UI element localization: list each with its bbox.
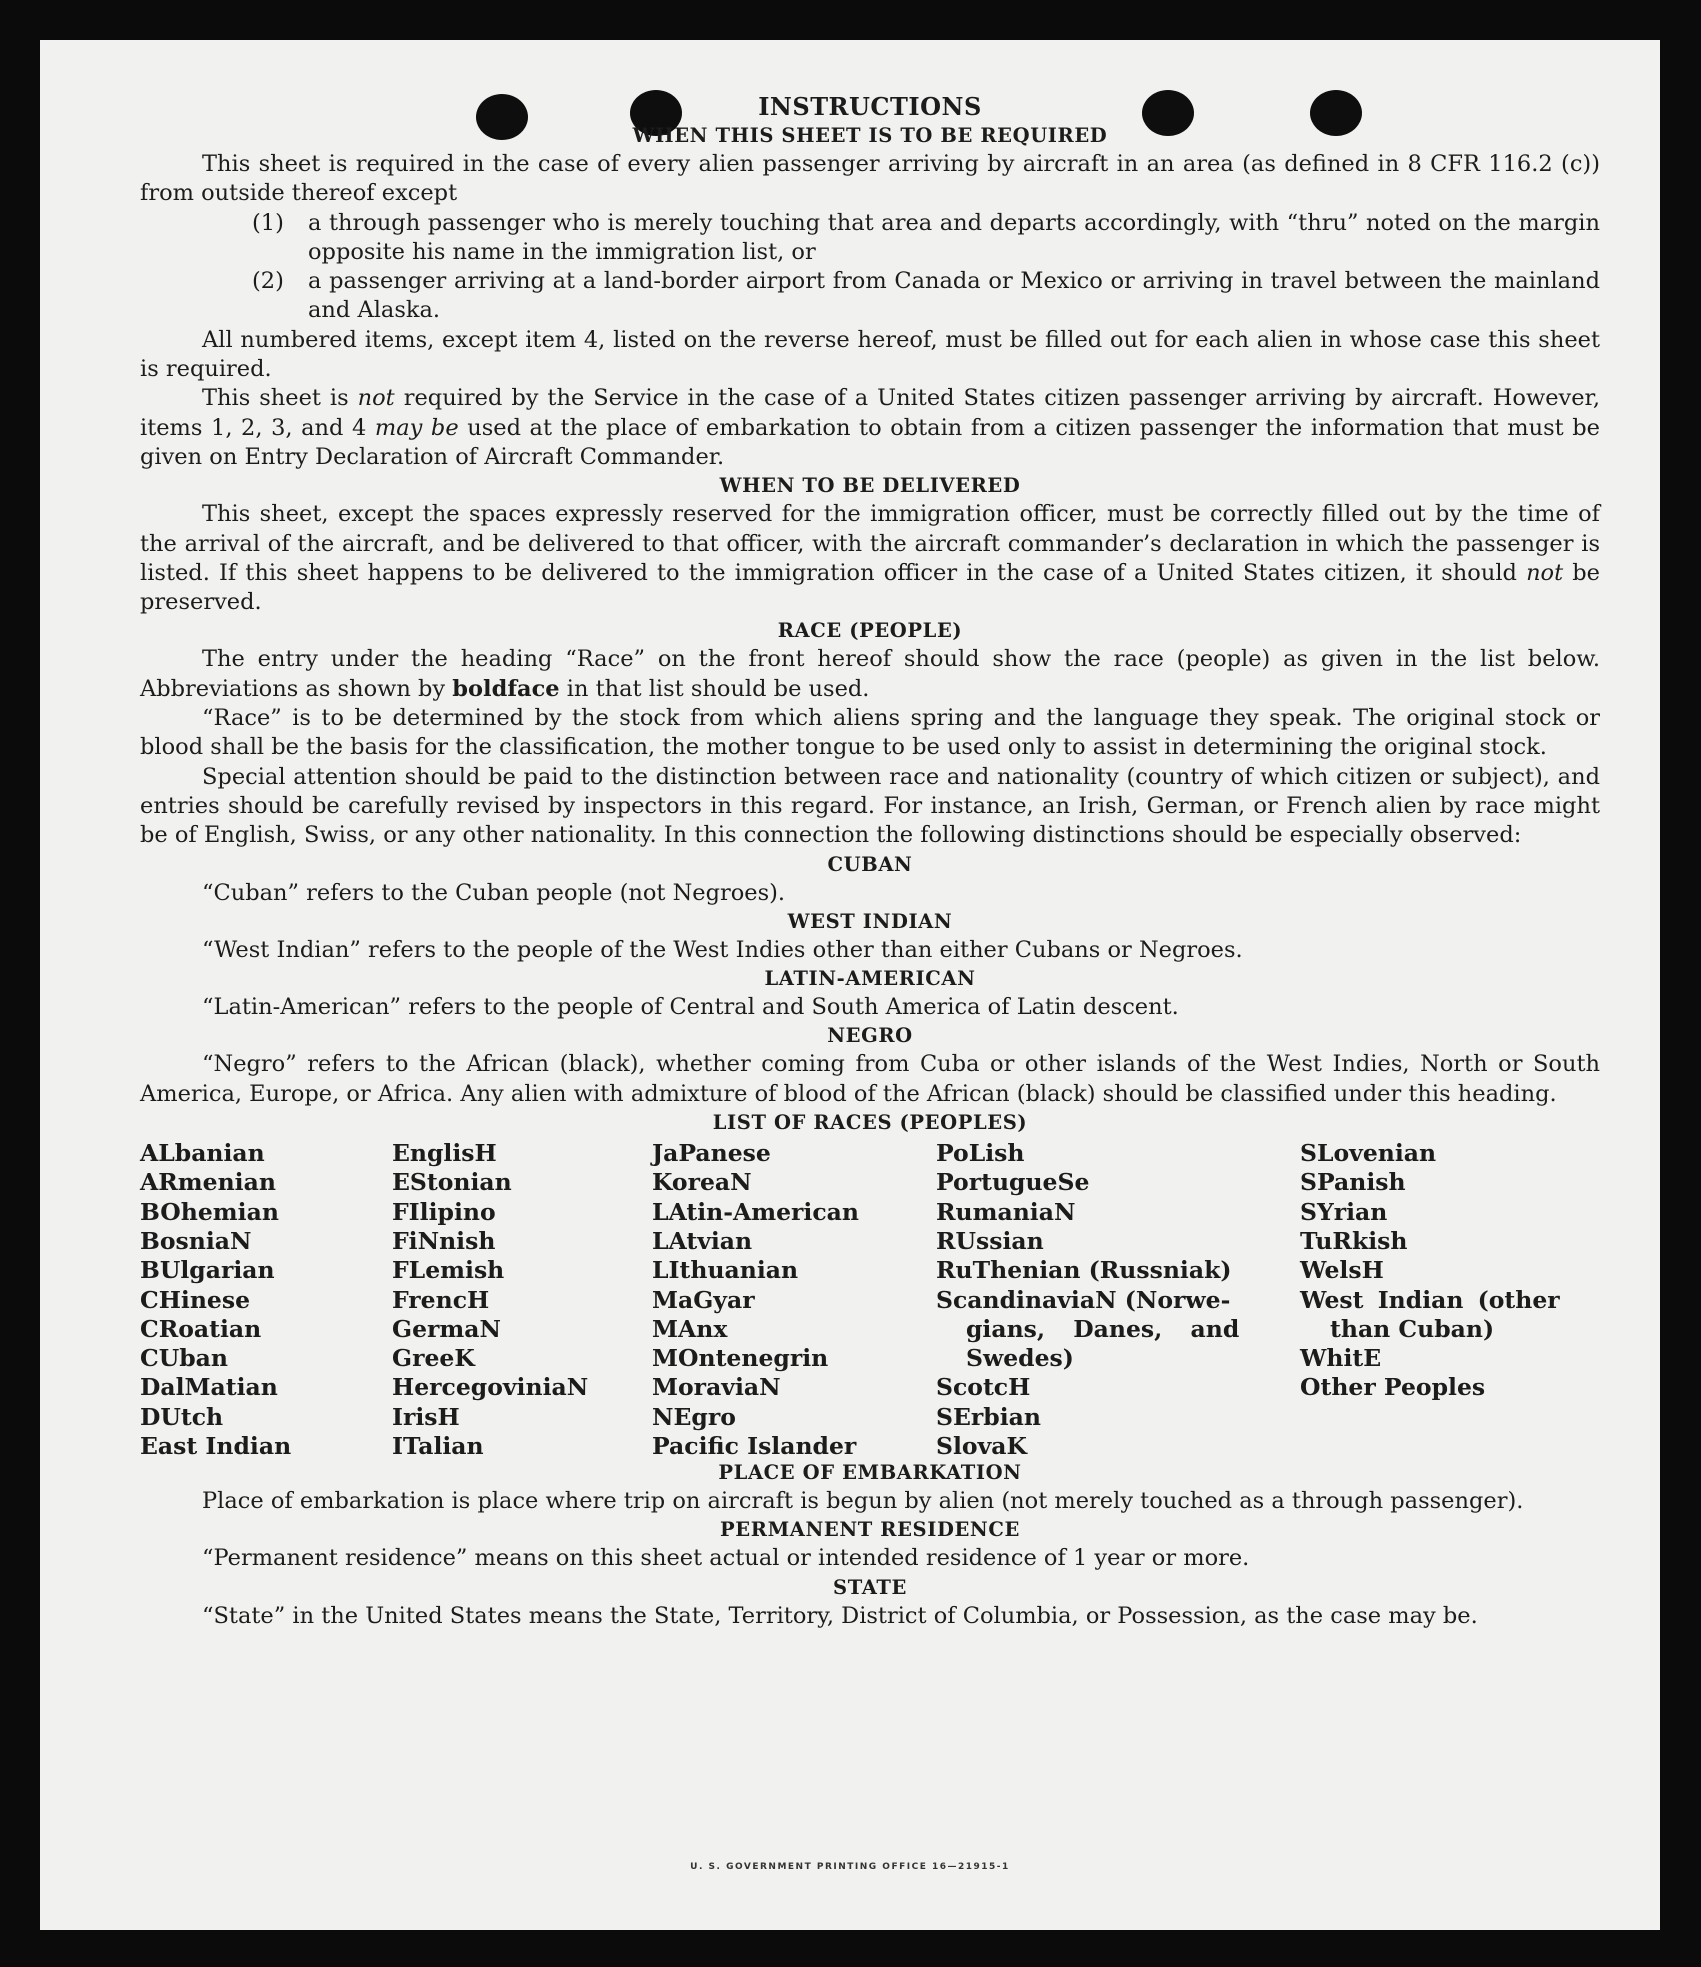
race-list-item: DalMatian	[140, 1373, 278, 1402]
race-list-item: HercegoviniaN	[392, 1373, 589, 1402]
race-list-item: WelsH	[1300, 1256, 1384, 1285]
heading-race-list: LIST OF RACES (PEOPLES)	[712, 1111, 1028, 1135]
west-indian-text: “West Indian” refers to the people of the West Indies other than either Cubans or Negroes.	[202, 936, 1243, 963]
state-text: “State” in the United States means the State, Territory, District of Columbia, or Possession, as the case may be.	[202, 1602, 1478, 1629]
race-list-item: RumaniaN	[936, 1197, 1076, 1226]
page-title: INSTRUCTIONS	[758, 92, 982, 121]
race-list-item: KoreaN	[652, 1168, 752, 1197]
race-list-column-1	[140, 1139, 291, 1461]
race-list-item: MoraviaN	[652, 1373, 781, 1402]
race-list-item: DUtch	[140, 1402, 224, 1431]
heading-west-indian: WEST INDIAN	[787, 909, 953, 933]
race-list-column-4	[936, 1139, 1240, 1461]
heading-embarkation: PLACE OF EMBARKATION	[718, 1461, 1022, 1485]
race-list-item: WhitE	[1300, 1344, 1382, 1373]
race-list-item: PoLish	[936, 1139, 1025, 1168]
heading-when-delivered: WHEN TO BE DELIVERED	[719, 474, 1021, 498]
race-list-item: ScotcH	[936, 1373, 1031, 1402]
race-list-item: IrisH	[392, 1402, 460, 1431]
race-list-item: LIthuanian	[652, 1256, 799, 1285]
race-list-item: GreeK	[392, 1344, 475, 1373]
race-para2: “Race” is to be determined by the stock from which aliens spring and the language they speak. The original stock or blood shall be the basis for the classification, the mother tongue to be used only to assist in determining the original stock.	[140, 705, 1600, 761]
race-list-column-5	[1300, 1139, 1560, 1403]
residence-text: “Permanent residence” means on this sheet actual or intended residence of 1 year or more.	[202, 1545, 1250, 1572]
race-list-item: ITalian	[392, 1431, 484, 1460]
race-list-item: BUlgarian	[140, 1256, 275, 1285]
race-para1: The entry under the heading “Race” on the front hereof should show the race (people) as given in the list below. Abbreviations as shown by boldface in that list should be used.	[140, 646, 1600, 702]
race-para3: Special attention should be paid to the distinction between race and nationality (country of which citizen or subject), and entries should be carefully revised by inspectors in this regard. For instance, an Irish, German, or French alien by race might be of English, Swiss, or any other nationality. In this connection the following distinctions should be especially observed:	[140, 763, 1600, 849]
race-list-item: West Indian (other	[1300, 1285, 1560, 1314]
race-list-item: SlovaK	[936, 1431, 1027, 1460]
negro-text: “Negro” refers to the African (black), whether coming from Cuba or other islands of the West Indies, North or South America, Europe, or Africa. Any alien with admixture of blood of the African (black) should be classified under this heading.	[140, 1051, 1600, 1107]
exception-item-1	[252, 209, 1600, 268]
race-list-item-continued: than Cuban)	[1330, 1314, 1495, 1343]
race-list-item: MOntenegrin	[652, 1344, 829, 1373]
exception-number: (2)	[252, 268, 284, 295]
race-list-item: JaPanese	[652, 1139, 771, 1168]
race-list-item: PortugueSe	[936, 1168, 1090, 1197]
heading-state: STATE	[833, 1575, 907, 1599]
race-list-item: ScandinaviaN (Norwe-	[936, 1285, 1231, 1314]
race-list	[140, 1139, 1600, 1459]
cuban-text: “Cuban” refers to the Cuban people (not Negroes).	[202, 879, 786, 906]
latin-american-text: “Latin-American” refers to the people of Central and South America of Latin descent.	[202, 994, 1179, 1021]
heading-permanent-residence: PERMANENT RESIDENCE	[720, 1518, 1020, 1542]
race-list-item: ARmenian	[140, 1168, 276, 1197]
heading-race: RACE (PEOPLE)	[777, 619, 963, 643]
race-list-item: MaGyar	[652, 1285, 755, 1314]
race-list-item: MAnx	[652, 1314, 728, 1343]
instructions-content	[140, 92, 1600, 1631]
exception-text: a through passenger who is merely touching that area and departs accordingly, with “thru” noted on the margin opposite his name in the immigration list, or	[308, 209, 1600, 265]
exception-number: (1)	[252, 209, 284, 236]
race-list-item: RUssian	[936, 1226, 1044, 1255]
race-list-item: CUban	[140, 1344, 228, 1373]
heading-cuban: CUBAN	[827, 852, 913, 876]
race-list-item: LAtin-American	[652, 1197, 859, 1226]
race-list-item: Pacific Islander	[652, 1431, 857, 1460]
when-required-para3: This sheet is not required by the Service in the case of a United States citizen passenger arriving by aircraft. However, items 1, 2, 3, and 4 may be used at the place of embarkation to obtain from a citizen passenger the information that must be given on Entry Declaration of Aircraft Commander.	[140, 385, 1600, 470]
when-required-intro: This sheet is required in the case of every alien passenger arriving by aircraft in an area (as defined in 8 CFR 116.2 (c)) from outside thereof except	[140, 151, 1600, 207]
race-list-item: RuThenian (Russniak)	[936, 1256, 1232, 1285]
exception-item-2	[252, 267, 1600, 326]
race-list-item: BOhemian	[140, 1197, 279, 1226]
race-list-item: CHinese	[140, 1285, 251, 1314]
race-list-item: FLemish	[392, 1256, 505, 1285]
heading-when-required: WHEN THIS SHEET IS TO BE REQUIRED	[632, 124, 1108, 147]
when-delivered-text: This sheet, except the spaces expressly reserved for the immigration officer, must be correctly filled out by the time of the arrival of the aircraft, and be delivered to that officer, with the aircraft commander’s declaration in which the passenger is listed. If this sheet happens to be delivered to the immigration officer in the case of a United States citizen, it should not be preserved.	[140, 501, 1600, 616]
race-list-item: FIlipino	[392, 1197, 496, 1226]
race-list-item: SPanish	[1300, 1168, 1406, 1197]
race-list-item-continued: Swedes)	[966, 1344, 1074, 1373]
race-list-item: FiNnish	[392, 1226, 496, 1255]
race-list-item: FrencH	[392, 1285, 490, 1314]
race-list-item: Other Peoples	[1300, 1373, 1486, 1402]
race-list-item: EnglisH	[392, 1139, 497, 1168]
document-page	[40, 40, 1660, 1930]
race-list-item: TuRkish	[1300, 1226, 1408, 1255]
heading-negro: NEGRO	[827, 1024, 913, 1048]
printing-office-imprint: U. S. GOVERNMENT PRINTING OFFICE 16—21915-1	[690, 1862, 1010, 1872]
race-list-column-2	[392, 1139, 588, 1461]
race-list-item: LAtvian	[652, 1226, 753, 1255]
race-list-item: EStonian	[392, 1168, 512, 1197]
race-list-item: SErbian	[936, 1402, 1041, 1431]
race-list-item: BosniaN	[140, 1226, 252, 1255]
race-list-item: SYrian	[1300, 1197, 1388, 1226]
race-list-item: East Indian	[140, 1431, 292, 1460]
race-list-column-3	[652, 1139, 859, 1461]
when-required-para2: All numbered items, except item 4, listed on the reverse hereof, must be filled out for each alien in whose case this sheet is required.	[140, 326, 1600, 383]
embarkation-text: Place of embarkation is place where trip on aircraft is begun by alien (not merely touched as a through passenger).	[202, 1488, 1524, 1515]
heading-latin-american: LATIN-AMERICAN	[764, 967, 976, 991]
race-list-item: GermaN	[392, 1314, 501, 1343]
exception-text: a passenger arriving at a land-border airport from Canada or Mexico or arriving in travel between the mainland and Alaska.	[308, 268, 1600, 324]
race-list-item: CRoatian	[140, 1314, 262, 1343]
race-list-item: ALbanian	[140, 1139, 265, 1168]
race-list-item-continued: gians, Danes, and	[966, 1314, 1240, 1343]
race-list-item: SLovenian	[1300, 1139, 1437, 1168]
race-list-item: NEgro	[652, 1402, 736, 1431]
